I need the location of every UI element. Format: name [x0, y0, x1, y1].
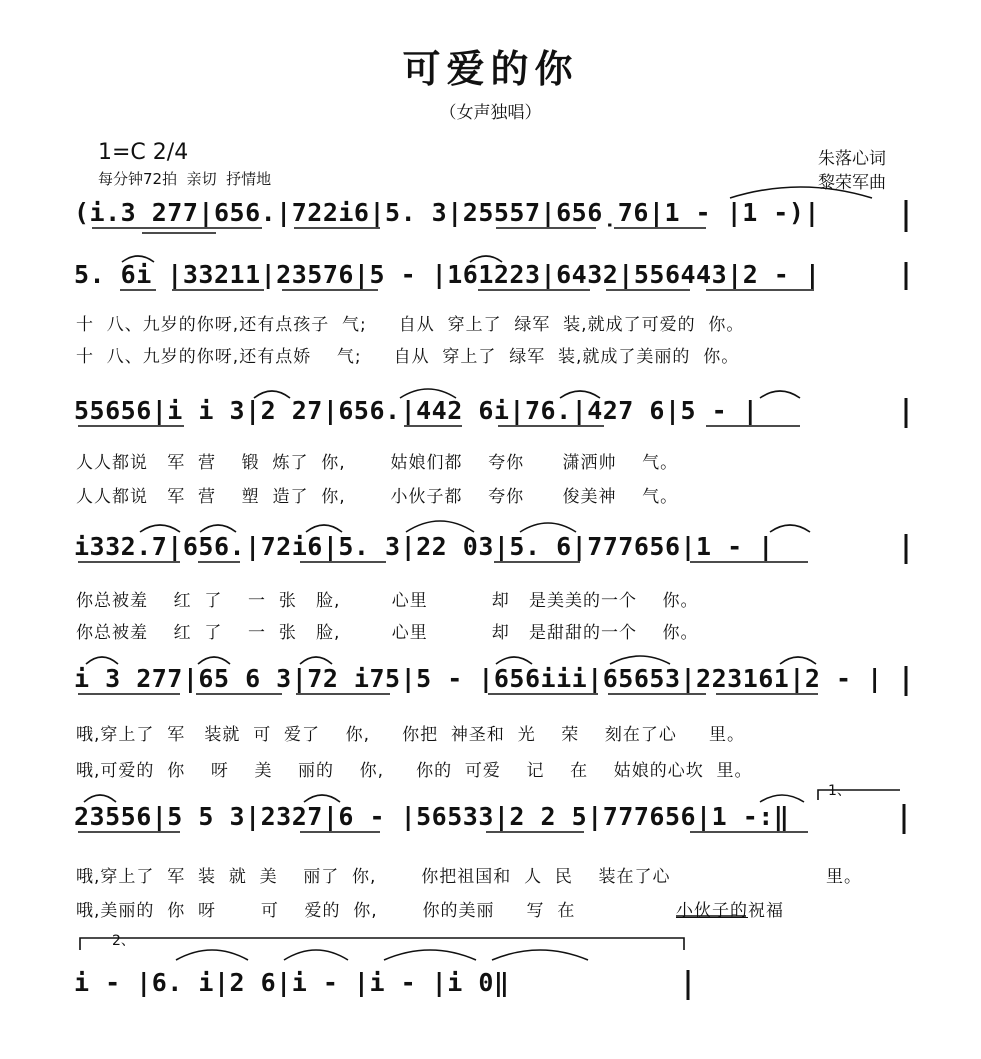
lyric-verse1-line5-end: 里。 — [826, 867, 862, 887]
notation-line-6: 23556|5 5 3|2327|6 - |56533|2 2 5|777656|1 -:‖ — [74, 802, 790, 831]
barlines — [688, 200, 906, 1000]
composer-credit: 黎荣军曲 — [818, 173, 886, 193]
lyric-verse1-line4: 哦,穿上了 军 装就 可 爱了 你, 你把 神圣和 光 荣 刻在了心 里。 — [76, 725, 745, 745]
notation-line-2: 5. 6i |33211|23576|5 - |161223|6432|556443|2 - | — [74, 260, 821, 289]
lyric-verse2-line5-end: 祝福 — [748, 901, 784, 921]
lyric-verse1-line1: 十 八、九岁的你呀,还有点孩子 气; 自从 穿上了 绿军 装,就成了可爱的 你。 — [76, 315, 745, 335]
notation-line-1: (i.3 277|656.|722i6|5. 3|25557|656̣76|1 - |1 -)| — [74, 198, 820, 227]
page-title: 可爱的你 — [402, 46, 579, 91]
lyric-verse2-line2: 人人都说 军 营 塑 造了 你, 小伙子都 夸你 俊美神 气。 — [76, 487, 679, 507]
notation-line-7: i - |6. i|2 6|i - |i - |i 0‖ — [74, 968, 510, 997]
beam-underlines — [78, 228, 818, 916]
tempo-expression: 每分钟72拍 亲切 抒情地 — [98, 170, 272, 188]
lyric-verse2-line5-underlined: 小伙子的 — [676, 901, 748, 921]
lyric-verse2-line4: 哦,可爱的 你 呀 美 丽的 你, 你的 可爱 记 在 姑娘的心坎 里。 — [76, 761, 753, 781]
notation-line-5: i 3 277|65 6 3|72 i75|5 - |656iii|65653|223161|2 - | — [74, 664, 883, 693]
lyric-verse2-line3: 你总被羞 红 了 一 张 脸, 心里 却 是甜甜的一个 你。 — [76, 623, 699, 643]
lyricist-credit: 朱落心词 — [818, 149, 886, 169]
notation-line-4: i332.7|656.|72i6|5. 3|22 03|5. 6|777656|1 - | — [74, 532, 774, 561]
second-ending-label: 2、 — [112, 933, 135, 949]
notation-line-3: 55656|i i 3|2 27|656.|442 6i|76.|427 6|5 - | — [74, 396, 759, 425]
first-ending-label: 1、 — [828, 783, 851, 799]
lyric-verse1-line5: 哦,穿上了 军 装 就 美 丽了 你, 你把祖国和 人 民 装在了心 — [76, 867, 671, 887]
tie-arcs — [84, 187, 872, 960]
lyric-verse2-line1: 十 八、九岁的你呀,还有点娇 气; 自从 穿上了 绿军 装,就成了美丽的 你。 — [76, 347, 740, 367]
volta-brackets — [80, 790, 900, 950]
key-signature: 1=C 2/4 — [98, 140, 189, 165]
page-subtitle: （女声独唱） — [439, 103, 542, 123]
lyric-verse1-line3: 你总被羞 红 了 一 张 脸, 心里 却 是美美的一个 你。 — [76, 591, 699, 611]
lyric-verse1-line2: 人人都说 军 营 锻 炼了 你, 姑娘们都 夸你 潇洒帅 气。 — [76, 453, 679, 473]
lyric-verse2-line5: 哦,美丽的 你 呀 可 爱的 你, 你的美丽 写 在 — [76, 901, 589, 921]
